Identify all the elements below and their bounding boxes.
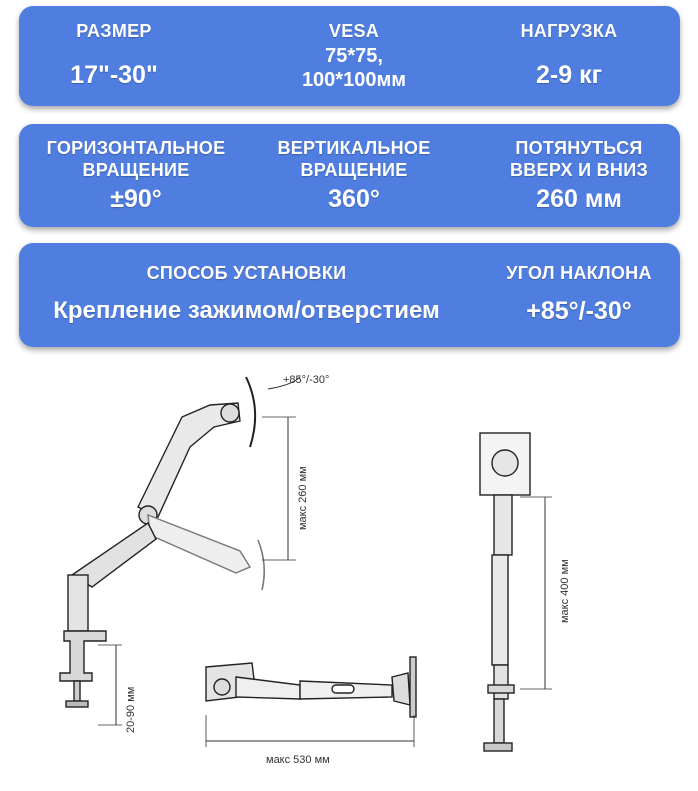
- height-dimension-label: макс 260 мм: [297, 466, 309, 530]
- length-dimension-label: макс 530 мм: [266, 754, 330, 766]
- size-value: 17"-30": [70, 61, 158, 89]
- tilt-label: УГОЛ НАКЛОНА: [506, 263, 652, 283]
- clamp-dimension-label: 20-90 мм: [125, 686, 137, 733]
- vertical-rotation-value: 360°: [328, 185, 380, 213]
- vesa-spec: [279, 20, 429, 91]
- dimension-diagram: [0, 355, 698, 791]
- tilt-spec: [484, 262, 674, 326]
- vertical-rotation-label-line1: ВЕРТИКАЛЬНОЕ: [277, 138, 431, 158]
- vertical-rotation-label-line2: ВРАЩЕНИЕ: [300, 160, 408, 180]
- horizontal-rotation-label-line2: ВРАЩЕНИЕ: [82, 160, 190, 180]
- stretch-label-line1: ПОТЯНУТЬСЯ: [515, 138, 643, 158]
- load-value: 2-9 кг: [535, 61, 602, 89]
- vesa-value-line2: 100*100мм: [301, 69, 407, 91]
- mount-spec: [24, 262, 469, 326]
- spec-panel-mount-tilt: [19, 243, 680, 347]
- stretch-label-line2: ВВЕРХ И ВНИЗ: [509, 160, 649, 180]
- vesa-value-line1: 75*75,: [325, 45, 383, 67]
- tilt-value: +85°/-30°: [526, 297, 632, 325]
- size-label: РАЗМЕР: [76, 21, 152, 41]
- side-view-arm: [60, 377, 264, 707]
- stretch-spec: [489, 137, 669, 214]
- spec-panel-size-vesa-load: [19, 6, 680, 106]
- mount-label: СПОСОБ УСТАНОВКИ: [146, 263, 347, 283]
- horizontal-rotation-value: ±90°: [110, 185, 162, 213]
- top-view-arm: [206, 657, 416, 717]
- front-view-arm: [480, 433, 530, 751]
- horizontal-rotation-label-line1: ГОРИЗОНТАЛЬНОЕ: [46, 138, 226, 158]
- load-label: НАГРУЗКА: [520, 21, 618, 41]
- max-height-dimension-label: макс 400 мм: [559, 559, 571, 623]
- load-spec: [489, 20, 649, 90]
- vesa-label: VESA: [328, 21, 380, 41]
- tilt-dimension-label: +85°/-30°: [283, 374, 330, 386]
- vertical-rotation-spec: [269, 137, 439, 214]
- horizontal-rotation-spec: [31, 137, 241, 214]
- mount-value: Крепление зажимом/отверстием: [53, 297, 440, 324]
- stretch-value: 260 мм: [536, 185, 622, 213]
- size-spec: [59, 20, 169, 90]
- spec-panel-rotation-stretch: [19, 124, 680, 227]
